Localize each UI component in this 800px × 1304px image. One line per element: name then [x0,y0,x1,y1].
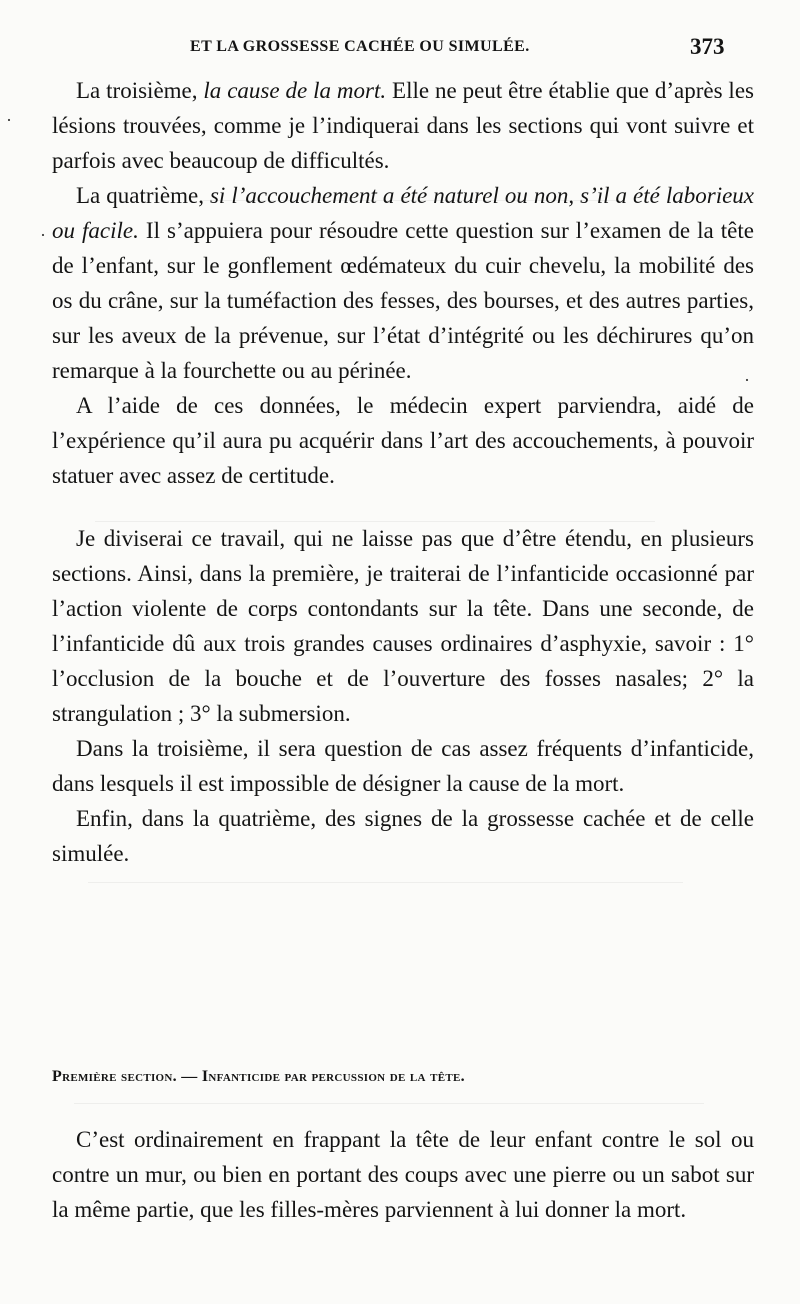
paragraph: Enfin, dans la quatrième, des signes de la grossesse cachée et de celle simulée. [52,806,754,866]
margin-speck: · [744,370,750,390]
paragraph: La quatrième, si l’accouchement a été naturel ou non, s’il a été laborieux ou facile. Il s’appuiera pour résoudre cette question sur l’examen de la tête de l’enfant, sur le gonflement œdémateux du cuir chevelu, la mobilité des os du crâne, sur la tuméfaction des fesses, des bourses, et des autres parties, sur les aveux de la prévenue, sur l’état d’intégrité ou les déchirures qu’on remarque à la fourchette ou au périnée. [52,183,754,383]
section-heading: Première section. — Infanticide par percussion de la tête. [52,1068,465,1085]
margin-speck: · [6,110,12,130]
body-text [52,73,754,871]
margin-speck: · [40,225,46,245]
paragraph: Dans la troisième, il sera question de cas assez fréquents d’infanticide, dans lesquels il est impossible de désigner la cause de la mort. [52,736,754,796]
paragraph: Je diviserai ce travail, qui ne laisse pas que d’être étendu, en plusieurs sections. Ainsi, dans la première, je traiterai de l’infanticide occasionné par l’action violente de corps contondants sur la tête. Dans une seconde, de l’infanticide dû aux trois grandes causes ordinaires d’asphyxie, savoir : 1° l’occlusion de la bouche et de l’ouverture des fosses nasales; 2° la strangulation ; 3° la submersion. [52,526,754,726]
paragraph: La troisième, la cause de la mort. Elle ne peut être établie que d’après les lésions trouvées, comme je l’indiquerai dans les sections qui vont suivre et parfois avec beaucoup de difficultés. [52,78,754,173]
paragraph: C’est ordinairement en frappant la tête de leur enfant contre le sol ou contre un mur, ou bien en portant des coups avec une pierre ou un sabot sur la même partie, que les filles-mères parviennent à lui donner la mort. [52,1127,754,1222]
page-number: 373 [690,34,725,59]
section-text [52,1122,754,1227]
paragraph: A l’aide de ces données, le médecin expert parviendra, aidé de l’expérience qu’il aura pu acquérir dans l’art des accouchements, à pouvoir statuer avec assez de certitude. [52,393,754,488]
running-head: ET LA GROSSESSE CACHÉE OU SIMULÉE. [190,38,530,55]
page-header [0,34,800,60]
